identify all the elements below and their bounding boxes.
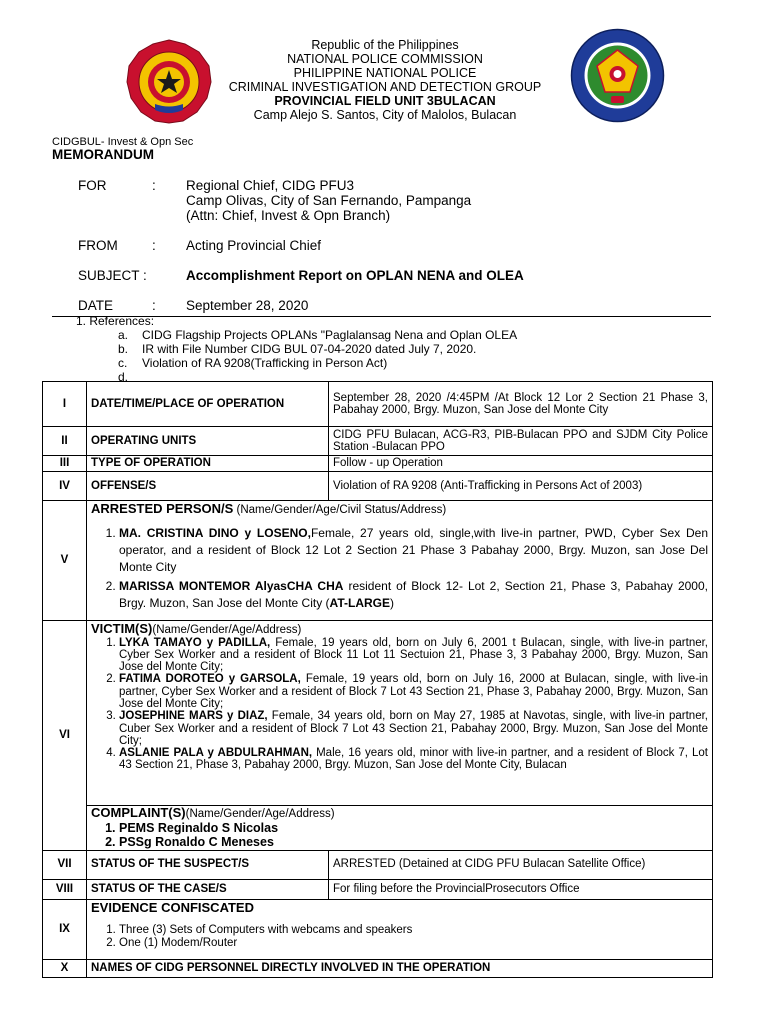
victim-details: Female, 19 years old, born on July 16, 2000 at Bulacan, single, with live-in partner, Cyber Sex Worker and a resident of Block 7 Lot 43 Section 21, Phase 3, Pabahay 2000, Brgy. Muzon, San Jose del Monte City;: [119, 673, 708, 710]
table-row: [43, 621, 713, 806]
date-label: DATE: [78, 298, 114, 313]
table-row: [43, 899, 713, 959]
row-number: VI: [43, 621, 87, 851]
row-heading: STATUS OF THE CASE/S: [87, 879, 329, 899]
table-row: [43, 472, 713, 501]
reference-text: Violation of RA 9208(Trafficking in Person Act): [142, 356, 388, 370]
section-title: EVIDENCE CONFISCATED: [91, 899, 254, 915]
section-heading: [91, 623, 708, 637]
section-title: COMPLAINT(S): [91, 805, 186, 820]
from-label: FROM: [78, 238, 118, 253]
row-number: IV: [43, 472, 87, 501]
row-number: V: [43, 501, 87, 621]
table-row: [43, 427, 713, 456]
list-item: [119, 673, 708, 710]
row-value: For filing before the ProvincialProsecutors Office: [329, 879, 713, 899]
reference-letter: b.: [118, 342, 129, 356]
letterhead-address: Camp Alejo S. Santos, City of Malolos, Bulacan: [253, 108, 517, 122]
reference-letter: a.: [118, 328, 129, 342]
section-heading: [91, 807, 708, 821]
table-row: [43, 959, 713, 977]
row-heading: STATUS OF THE SUSPECT/S: [87, 850, 329, 879]
section-subtitle: (Name/Gender/Age/Address): [185, 808, 335, 820]
list-item: [119, 637, 708, 674]
date-colon: :: [152, 298, 156, 313]
reference-text: IR with File Number CIDG BUL 07-04-2020 dated July 7, 2020.: [142, 342, 477, 356]
for-label: FOR: [78, 178, 107, 193]
row-number: VII: [43, 850, 87, 879]
person-details: Female, 27 years old, single,with live-in partner, PWD, Cyber Sex Den operator, and a resident of Block 12 Lot 2 Section 21 Phase 3 Pabahay 2000, Brgy. Muzon, san Jose Del Monte City: [119, 525, 708, 574]
victim-details: Female, 19 years old, born on July 6, 2001 t Bulacan, single, with live-in partner, Cyber Sex Worker and a resident of Block 11 Lot 11 Sectuion 21, Phase 3, 3 Pabahay 2000, Brgy. Muzon, San Jose del Monte City;: [119, 636, 708, 674]
reference-letter: d.: [118, 370, 129, 384]
for-line: Regional Chief, CIDG PFU3: [186, 178, 355, 193]
row-value: CIDG PFU Bulacan, ACG-R3, PIB-Bulacan PPO and SJDM City Police Station -Bulacan PPO: [329, 427, 713, 456]
row-heading: DATE/TIME/PLACE OF OPERATION: [87, 382, 329, 427]
table-row: [43, 850, 713, 879]
row-heading: OPERATING UNITS: [87, 427, 329, 456]
section-title: VICTIM(S): [91, 621, 153, 636]
row-number: VIII: [43, 879, 87, 899]
section-heading: [91, 503, 708, 517]
for-line: Camp Olivas, City of San Fernando, Pampanga: [186, 193, 472, 208]
person-details: resident of Block 12- Lot 2, Section 21, Phase 3, Pabahay 2000, Brgy. Muzon, San Jose del Monte City (: [119, 578, 708, 610]
list-item: 2. MARISSA MONTEMOR AlyasCHA CHA resident of Block 12- Lot 2, Section 21, Phase 3, Pabahay 2000, Brgy. Muzon, San Jose del Monte City (AT-LARGE): [119, 578, 708, 612]
list-item: 1. PEMS Reginaldo S Nicolas: [119, 821, 708, 835]
victim-name: LYKA TAMAYO y PADILLA,: [119, 636, 271, 649]
row-value: Follow - up Operation: [329, 456, 713, 472]
victims-cell: [87, 621, 713, 806]
victim-name: ASLANIE PALA y ABDULRAHMAN,: [119, 747, 313, 760]
list-item: [119, 710, 708, 747]
table-row: [43, 879, 713, 899]
list-item: [119, 747, 708, 772]
date-value: September 28, 2020: [186, 298, 309, 313]
memo-title: MEMORANDUM: [52, 147, 154, 162]
subject-label: SUBJECT :: [78, 268, 147, 283]
reference-letter: c.: [118, 356, 128, 370]
list-item: 2. PSSg Ronaldo C Meneses: [119, 835, 708, 849]
person-status: AT-LARGE: [329, 595, 390, 610]
for-colon: :: [152, 178, 156, 193]
row-value: ARRESTED (Detained at CIDG PFU Bulacan Satellite Office): [329, 850, 713, 879]
from-value: Acting Provincial Chief: [186, 238, 322, 253]
from-colon: :: [152, 238, 156, 253]
row-heading: TYPE OF OPERATION: [87, 456, 329, 472]
person-name: MARISSA MONTEMOR AlyasCHA CHA: [119, 578, 344, 593]
list-item: 2. One (1) Modem/Router: [119, 937, 708, 950]
section-title: ARRESTED PERSON/S: [91, 501, 234, 516]
for-value: [186, 178, 471, 223]
references-heading: 1. References:: [76, 314, 155, 328]
reference-text: CIDG Flagship Projects OPLANs "Paglalansag Nena and Oplan OLEA: [142, 328, 518, 342]
table-row: [43, 806, 713, 851]
for-line: (Attn: Chief, Invest & Opn Branch): [186, 208, 391, 223]
complainants-cell: [87, 806, 713, 851]
section-title: NAMES OF CIDG PERSONNEL DIRECTLY INVOLVED IN THE OPERATION: [87, 959, 713, 977]
arrested-persons-cell: [87, 501, 713, 621]
letterhead-line: CRIMINAL INVESTIGATION AND DETECTION GROUP: [228, 80, 542, 94]
list-item: 1. Three (3) Sets of Computers with webcams and speakers: [119, 924, 708, 937]
table-row: [43, 456, 713, 472]
letterhead: [200, 38, 570, 122]
row-value: September 28, 2020 /4:45PM /At Block 12 Lor 2 Section 21 Phase 3, Pabahay 2000, Brgy. Muzon, San Jose del Monte City: [329, 382, 713, 427]
section-subtitle: (Name/Gender/Age/Address): [152, 624, 302, 636]
letterhead-line: Republic of the Philippines: [311, 38, 459, 52]
evidence-cell: [87, 899, 713, 959]
row-number: III: [43, 456, 87, 472]
victim-name: JOSEPHINE MARS y DIAZ,: [119, 710, 268, 723]
row-number: II: [43, 427, 87, 456]
table-row: [43, 501, 713, 621]
section-subtitle: (Name/Gender/Age/Civil Status/Address): [233, 504, 447, 516]
cidg-seal-logo: [570, 28, 665, 123]
victim-details: Male, 16 years old, minor with live-in partner, and a resident of Block 7, Lot 43 Section 21, Phase 3, Pabahay 2000, Brgy. Muzon, San Jose del Monte City, Bulacan: [119, 747, 708, 772]
letterhead-line: PHILIPPINE NATIONAL POLICE: [293, 66, 477, 80]
letterhead-line: NATIONAL POLICE COMMISSION: [287, 52, 483, 66]
section-code: CIDGBUL- Invest & Opn Sec: [52, 136, 194, 148]
person-name: MA. CRISTINA DINO y LOSENO,: [119, 525, 311, 540]
operation-report-table: [42, 381, 713, 978]
row-heading: OFFENSE/S: [87, 472, 329, 501]
row-value: Violation of RA 9208 (Anti-Trafficking in Persons Act of 2003): [329, 472, 713, 501]
subject-value: Accomplishment Report on OPLAN NENA and OLEA: [186, 268, 524, 283]
victim-details: Female, 34 years old, born on May 27, 1985 at Navotas, single, with live-in partner, Cuber Sex Worker and a resident of Block 7 Lot 43 Section 21, Pabahay 2000, Brgy. Muzon, San Jose del Monte City;: [119, 710, 708, 747]
list-item: [119, 525, 708, 576]
victim-name: FATIMA DOROTEO y GARSOLA,: [119, 673, 301, 686]
row-number: I: [43, 382, 87, 427]
letterhead-unit: PROVINCIAL FIELD UNIT 3BULACAN: [274, 94, 496, 108]
table-row: [43, 382, 713, 427]
row-number: IX: [43, 899, 87, 959]
row-number: X: [43, 959, 87, 977]
